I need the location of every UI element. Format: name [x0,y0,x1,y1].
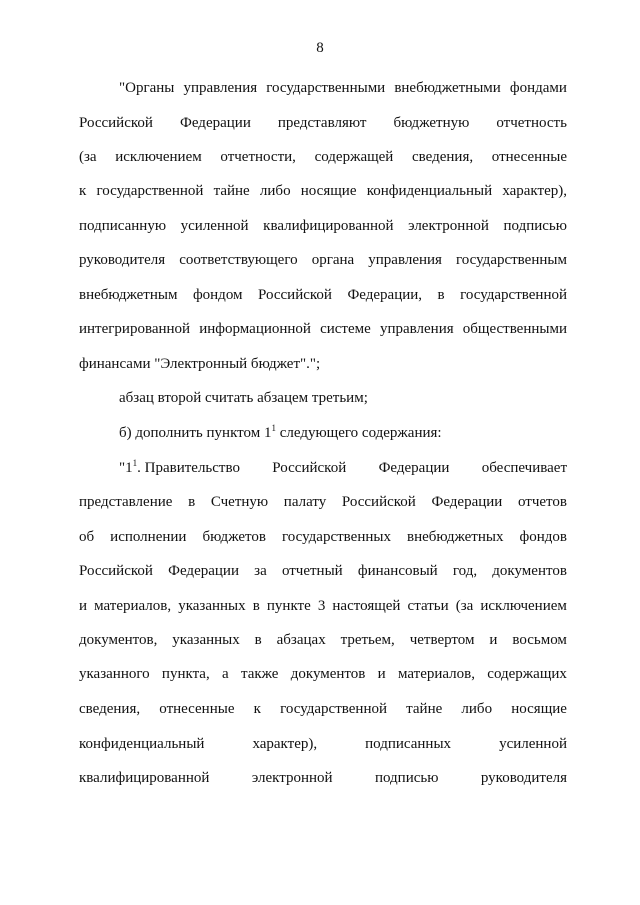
word: и [489,632,498,648]
word: в [252,598,260,614]
word: (за [455,598,474,614]
word: интегрированной [79,321,191,337]
word: Федерации [180,115,251,131]
word: Российской [272,460,347,476]
text-run: б) дополнить пунктом 1 [119,425,272,441]
word: в [254,632,262,648]
word: восьмом [512,632,567,648]
word: управления [183,80,258,96]
word: внебюджетных [407,529,504,545]
text-line [79,769,567,787]
word: Счетную [210,494,269,510]
word: материалов, [94,598,172,614]
word: документов, [79,632,158,648]
text-line [79,251,567,269]
word: квалифицированной [79,770,210,786]
text-run: следующего содержания: [275,425,442,441]
word: информационной [199,321,311,337]
word: государственными [266,80,386,96]
word: документов [290,666,366,682]
word: Российской [341,494,416,510]
word: носящие [300,183,357,199]
text-line [79,631,567,649]
word: подписанную [79,218,167,234]
text-line [79,286,567,304]
word: либо [461,701,493,717]
word: фондом [192,287,243,303]
word: Федерации [431,494,503,510]
text-line [79,148,567,166]
word: отчетность [496,115,567,131]
word: обеспечивает [481,460,567,476]
word: характер), [252,736,318,752]
text-run: "1 [119,460,133,476]
word: представление [79,494,173,510]
text-line [79,182,567,200]
word: внебюджетным [79,287,178,303]
word: Российской [79,115,153,131]
word: подписью [503,218,567,234]
superscript: 1 [132,458,138,468]
text-run: . Правительство [137,460,240,476]
text-line: финансами "Электронный бюджет"."; [79,356,321,372]
word: государственным [456,252,567,268]
word: электронной [408,218,489,234]
word: общественными [462,321,567,337]
text-line [79,735,567,753]
text-line [79,597,567,615]
word: отчетов [517,494,567,510]
word: указанных [178,598,246,614]
word: системе [320,321,371,337]
word: фондами [509,80,567,96]
text-line [79,493,567,511]
word: настоящей [332,598,401,614]
text-line [79,217,567,235]
word: сведения, [412,149,474,165]
text-line [79,562,567,580]
text-line [79,114,567,132]
paragraph-line: абзац второй считать абзацем третьим; [119,390,368,406]
word: абзацах [276,632,326,648]
word: носящие [511,701,567,717]
word: внебюджетными [394,80,501,96]
word: усиленной [499,736,567,752]
word: либо [259,183,291,199]
word: конфиденциальный [366,183,493,199]
word: Федерации [168,563,239,579]
word: исключением [480,598,567,614]
word: электронной [251,770,333,786]
paragraph-line [119,424,567,442]
word: подписью [374,770,439,786]
word: документов [492,563,567,579]
word: фондов [519,529,567,545]
word: за [254,563,267,579]
word: органа [311,252,355,268]
word: тайне [213,183,250,199]
word: в [437,287,445,303]
superscript: 1 [271,423,276,433]
word: об [79,529,95,545]
word: усиленной [180,218,249,234]
text-line [79,320,567,338]
word: государственной [280,701,387,717]
word: Федерации [378,460,450,476]
text-line [79,528,567,546]
word: характер), [502,183,567,199]
word: тайне [406,701,443,717]
word: сведения, [79,701,141,717]
word: в [188,494,196,510]
word: исключением [115,149,202,165]
word: отнесенные [159,701,235,717]
word: третьем, [340,632,395,648]
word: бюджетов [202,529,266,545]
word: Федерации, [347,287,423,303]
word: статьи [407,598,449,614]
word: Российской [79,563,153,579]
word: бюджетную [393,115,470,131]
word: и [79,598,88,614]
word: подписанных [365,736,452,752]
word: год, [452,563,478,579]
word: материалов, [397,666,475,682]
word: конфиденциальный [79,736,205,752]
word: Российской [258,287,332,303]
word: а [222,666,229,682]
word: государственной [460,287,567,303]
word: пункте [266,598,311,614]
word: представляют [277,115,367,131]
word: 3 [317,598,326,614]
word: четвертом [409,632,475,648]
word: квалифицированной [263,218,394,234]
word: палату [283,494,327,510]
word: указанного [79,666,150,682]
word: исполнении [110,529,187,545]
word: к [79,183,87,199]
word: финансовый [357,563,438,579]
text-line [79,700,567,718]
word: "Органы [119,80,175,96]
word: руководителя [79,252,166,268]
word: управления [368,252,442,268]
page-number: 8 [316,40,324,56]
word: государственной [96,183,204,199]
word: отнесенные [491,149,567,165]
word: отчетности, [220,149,296,165]
word: отчетный [281,563,343,579]
word: указанных [172,632,240,648]
text-run [119,459,240,477]
word: руководителя [480,770,567,786]
word: и [377,666,386,682]
text-line [79,665,567,683]
word: содержащей [314,149,394,165]
word: пункта, [161,666,210,682]
word: управления [379,321,454,337]
word: также [240,666,279,682]
paragraph-line [119,459,567,477]
word: (за [79,149,97,165]
word: содержащих [487,666,567,682]
word: к [253,701,261,717]
text-line [119,79,567,97]
word: государственных [282,529,391,545]
word: соответствующего [179,252,298,268]
